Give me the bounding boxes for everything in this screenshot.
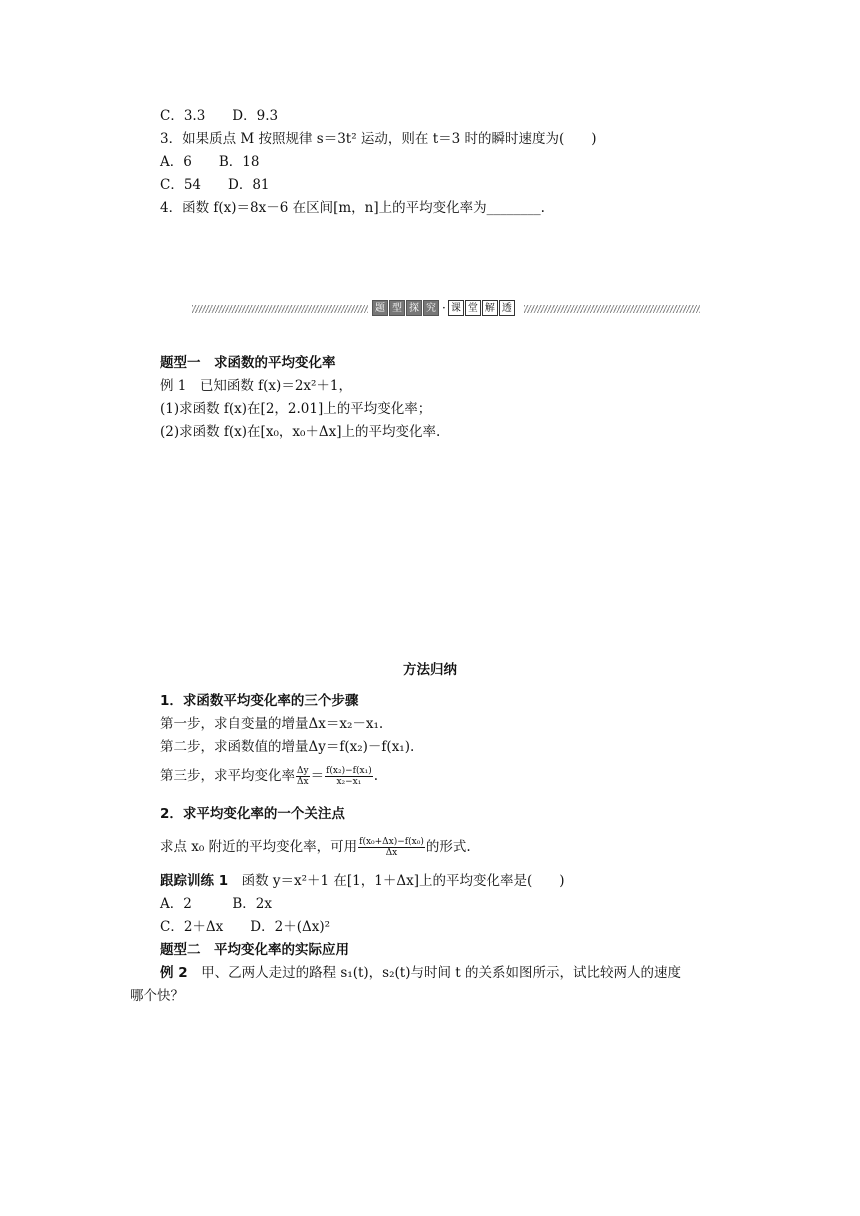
practice1-options-cd: C．2＋Δx D．2＋(Δx)² xyxy=(160,919,331,935)
focus-text xyxy=(160,833,471,861)
example2-label: 例 2 xyxy=(160,965,188,981)
step3-text xyxy=(160,763,378,789)
banner-tag: 透 xyxy=(499,300,515,316)
practice1-stem xyxy=(160,871,565,891)
q3-stem: 3．如果质点 M 按照规律 s＝3t² 运动，则在 t＝3 时的瞬时速度为( ) xyxy=(160,131,597,147)
q2-options: C．3.3 D．9.3 xyxy=(160,108,279,124)
example1-intro: 例 1 已知函数 f(x)＝2x²＋1， xyxy=(160,378,353,394)
example2-line2: 哪个快？ xyxy=(130,988,184,1004)
q3-options-ab: A．6 B．18 xyxy=(160,154,260,170)
step1-text: 第一步，求自变量的增量Δx＝x₂－x₁. xyxy=(160,716,384,732)
banner-hatch-left xyxy=(192,305,368,313)
banner-tag: 型 xyxy=(389,300,405,316)
banner-tag: 课 xyxy=(448,300,464,316)
type2-heading: 题型二 平均变化率的实际应用 xyxy=(160,942,349,958)
fraction-difference-quotient xyxy=(325,766,373,787)
focus-suffix: 的形式. xyxy=(425,839,471,855)
example1-part2: (2)求函数 f(x)在[x₀，x₀＋Δx]上的平均变化率. xyxy=(160,424,441,440)
banner-tag: 究 xyxy=(423,300,439,316)
banner-tag: 堂 xyxy=(465,300,481,316)
type1-heading: 题型一 求函数的平均变化率 xyxy=(160,355,336,371)
method-title: 方法归纳 xyxy=(403,662,457,678)
banner-hatch-right xyxy=(524,305,700,313)
focus-prefix: 求点 x₀ 附近的平均变化率，可用 xyxy=(160,839,358,855)
step2-text: 第二步，求函数值的增量Δy＝f(x₂)－f(x₁). xyxy=(160,739,415,755)
fraction-numerator: f(x₀+Δx)−f(x₀) xyxy=(359,837,424,847)
steps-heading: 1．求函数平均变化率的三个步骤 xyxy=(160,693,359,709)
fraction-numerator: f(x₂)−f(x₁) xyxy=(326,766,372,776)
practice1-options-ab: A．2 B．2x xyxy=(160,896,272,912)
banner-tags xyxy=(372,300,516,316)
fraction-denominator: Δx xyxy=(297,777,309,787)
step3-prefix: 第三步，求平均变化率 xyxy=(160,768,295,784)
practice1-text: 函数 y＝x²＋1 在[1，1＋Δx]上的平均变化率是( ) xyxy=(228,873,565,889)
banner-separator: · xyxy=(442,301,446,315)
banner-tag: 题 xyxy=(372,300,388,316)
q4-stem: 4．函数 f(x)＝8x－6 在区间[m，n]上的平均变化率为________. xyxy=(160,200,545,216)
fraction-denominator: Δx xyxy=(385,848,398,858)
practice1-label: 跟踪训练 1 xyxy=(160,873,229,889)
example2-line1 xyxy=(160,963,681,983)
section-banner xyxy=(192,300,700,318)
fraction-denominator: x₂−x₁ xyxy=(336,777,362,787)
step3-suffix: . xyxy=(373,768,379,784)
equals-sign: ＝ xyxy=(310,768,325,784)
fraction-numerator: Δy xyxy=(297,766,309,776)
banner-tag: 探 xyxy=(406,300,422,316)
focus-heading: 2．求平均变化率的一个关注点 xyxy=(160,806,345,822)
fraction-focus xyxy=(358,837,425,858)
fraction-dy-dx xyxy=(296,766,310,787)
q3-options-cd: C．54 D．81 xyxy=(160,177,270,193)
banner-tag: 解 xyxy=(482,300,498,316)
example2-text: 甲、乙两人走过的路程 s₁(t)，s₂(t)与时间 t 的关系如图所示，试比较两人的速度 xyxy=(187,965,681,981)
example1-part1: (1)求函数 f(x)在[2，2.01]上的平均变化率； xyxy=(160,401,432,417)
